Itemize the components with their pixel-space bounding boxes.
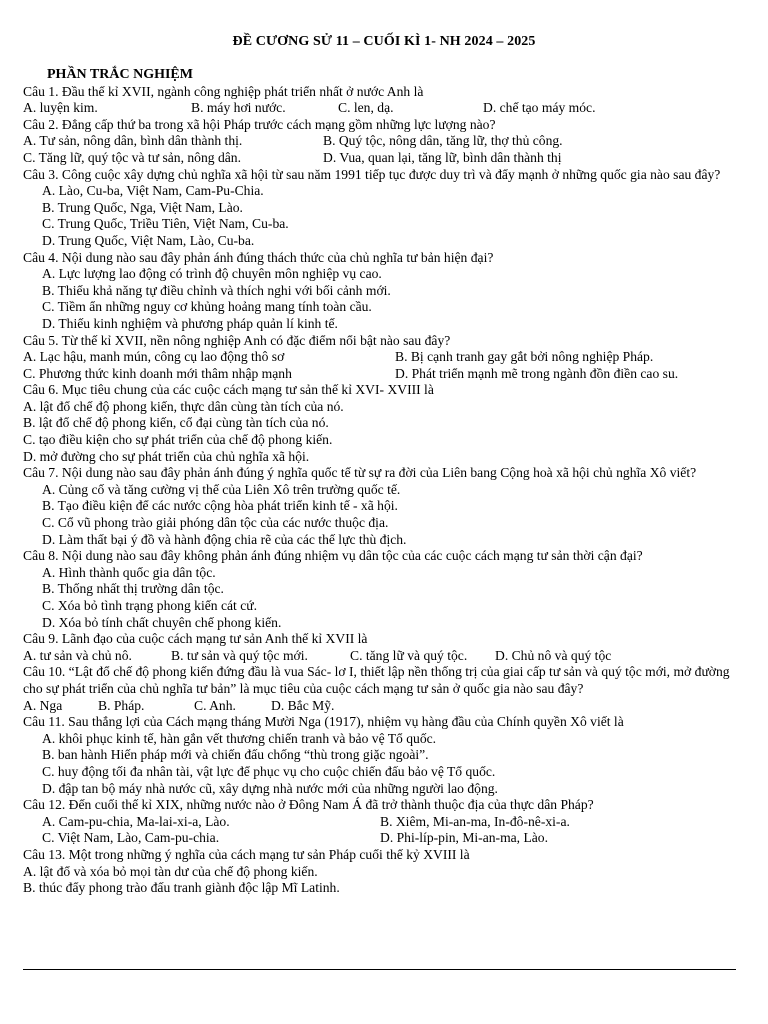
page-title: ĐỀ CƯƠNG SỬ 11 – CUỐI KÌ 1- NH 2024 – 2025 [232, 34, 536, 49]
question-5-options-row-2 [23, 366, 748, 383]
question-2-stem: Câu 2. Đẳng cấp thứ ba trong xã hội Pháp trước cách mạng gồm những lực lượng nào? [23, 116, 496, 132]
question-3-option-c: C. Trung Quốc, Triều Tiên, Việt Nam, Cu-ba. [42, 216, 289, 232]
question-3-stem: Câu 3. Công cuộc xây dựng chủ nghĩa xã hội từ sau năm 1991 tiếp tục được duy trì và đẩy mạnh ở những quốc gia nào sau đây? [23, 166, 721, 182]
section-heading: PHẦN TRẮC NGHIỆM [47, 67, 193, 82]
question-4-option-d: D. Thiếu kinh nghiệm và phương pháp quản lí kinh tế. [42, 315, 338, 331]
question-11-option-b: B. ban hành Hiến pháp mới và chiến đấu chống “thù trong giặc ngoài”. [42, 747, 429, 763]
question-3-option-d: D. Trung Quốc, Việt Nam, Lào, Cu-ba. [42, 232, 255, 248]
question-6-option-b: B. lật đổ chế độ phong kiến, cổ đại cùng tàn tích của nó. [23, 415, 329, 431]
question-3-option-a: A. Lào, Cu-ba, Việt Nam, Cam-Pu-Chia. [42, 183, 264, 199]
question-12-option-d: D. Phi-líp-pin, Mi-an-ma, Lào. [380, 830, 549, 846]
question-9-stem: Câu 9. Lãnh đạo của cuộc cách mạng tư sản Anh thế kỉ XVII là [23, 631, 368, 647]
question-7-option-c: C. Cổ vũ phong trào giải phóng dân tộc của các nước thuộc địa. [42, 515, 389, 531]
question-3-option-b: B. Trung Quốc, Nga, Việt Nam, Lào. [42, 199, 243, 215]
question-9-option-a: A. tư sản và chủ nô. [23, 647, 132, 663]
question-8-option-d: D. Xóa bỏ tính chất chuyên chế phong kiến. [42, 614, 282, 630]
question-11-option-c: C. huy động tối đa nhân tài, vật lực để phục vụ cho cuộc chiến đấu bảo vệ Tổ quốc. [42, 763, 496, 779]
question-8-stem: Câu 8. Nội dung nào sau đây không phản ánh đúng nhiệm vụ dân tộc của các cuộc cách mạng tư sản thời cận đại? [23, 548, 643, 564]
question-5-option-d: D. Phát triển mạnh mẽ trong ngành đồn điền cao su. [395, 365, 679, 381]
question-13-option-b: B. thúc đẩy phong trào đấu tranh giành độc lập Mĩ Latinh. [23, 880, 340, 896]
question-1-stem: Câu 1. Đầu thế kỉ XVII, ngành công nghiệp phát triển nhất ở nước Anh là [23, 83, 424, 99]
question-10-option-d: D. Bắc Mỹ. [271, 697, 335, 713]
question-8-option-a: A. Hình thành quốc gia dân tộc. [42, 564, 216, 580]
question-11-option-a: A. khôi phục kinh tế, hàn gắn vết thương chiến tranh và bảo vệ Tổ quốc. [42, 730, 437, 746]
question-2-options-row-2 [23, 150, 748, 167]
question-6-option-a: A. lật đổ chế độ phong kiến, thực dân cùng tàn tích của nó. [23, 398, 344, 414]
question-5-option-b: B. Bị cạnh tranh gay gắt bởi nông nghiệp Pháp. [395, 349, 654, 365]
question-2-option-d: D. Vua, quan lại, tăng lữ, bình dân thành thị [323, 149, 562, 165]
question-10-stem: Câu 10. “Lật đổ chế độ phong kiến đứng đầu là vua Sác- lơ I, thiết lập nền thống trị của giai cấp tư sản và quý tộc mới, mở đường cho sự phát triển của chủ nghĩa tư bản” là mục tiêu của cuộc cách mạng tư sản ở quốc gia nào sau đây? [23, 664, 730, 696]
question-4-stem: Câu 4. Nội dung nào sau đây phản ánh đúng thách thức của chủ nghĩa tư bản hiện đại? [23, 249, 494, 265]
question-10-option-b: B. Pháp. [98, 697, 145, 713]
question-2-options-row-1 [23, 133, 748, 150]
question-12-options-row-1 [23, 814, 748, 831]
question-10-option-a: A. Nga [23, 697, 63, 713]
question-4-option-a: A. Lực lượng lao động có trình độ chuyên môn nghiệp vụ cao. [42, 266, 382, 282]
question-9-options [23, 648, 748, 665]
question-1-option-a: A. luyện kim. [23, 100, 98, 116]
question-1-option-b: B. máy hơi nước. [191, 100, 286, 116]
question-8-option-c: C. Xóa bỏ tình trạng phong kiến cát cứ. [42, 598, 258, 613]
question-4-option-c: C. Tiềm ẩn những nguy cơ khủng hoảng mang tính toàn cầu. [42, 299, 372, 315]
question-5-stem: Câu 5. Từ thế kỉ XVII, nền nông nghiệp Anh có đặc điểm nổi bật nào sau đây? [23, 332, 451, 348]
question-9-option-b: B. tư sản và quý tộc mới. [171, 647, 308, 663]
question-9-option-d: D. Chủ nô và quý tộc [495, 647, 612, 663]
question-1-option-c: C. len, dạ. [338, 100, 394, 116]
question-12-option-b: B. Xiêm, Mi-an-ma, In-đô-nê-xi-a. [380, 813, 570, 829]
question-7-stem: Câu 7. Nội dung nào sau đây phản ánh đúng ý nghĩa quốc tế từ sự ra đời của Liên bang Cộng hoà xã hội chủ nghĩa Xô viết? [23, 465, 697, 481]
quiz-content [23, 67, 748, 897]
question-12-option-c: C. Việt Nam, Lào, Cam-pu-chia. [42, 830, 220, 846]
question-5-option-c: C. Phương thức kinh doanh mới thâm nhập mạnh [23, 365, 292, 381]
question-6-stem: Câu 6. Mục tiêu chung của các cuộc cách mạng tư sản thế kỉ XVI- XVIII là [23, 382, 434, 398]
footer-divider [23, 969, 736, 970]
question-11-option-d: D. đập tan bộ máy nhà nước cũ, xây dựng nhà nước mới của những người lao động. [42, 780, 498, 796]
question-5-option-a: A. Lạc hậu, manh mún, công cụ lao động thô sơ [23, 349, 285, 365]
question-7-option-a: A. Củng cố và tăng cường vị thế của Liên Xô trên trường quốc tế. [42, 481, 401, 497]
question-13-option-a: A. lật đổ và xóa bỏ mọi tàn dư của chế độ phong kiến. [23, 863, 318, 879]
question-7-option-b: B. Tạo điều kiện để các nước cộng hòa phát triển kinh tế - xã hội. [42, 498, 398, 514]
question-6-option-d: D. mở đường cho sự phát triển của chủ nghĩa xã hội. [23, 448, 310, 464]
question-1-options [23, 100, 748, 117]
question-4-option-b: B. Thiếu khả năng tự điều chỉnh và thích nghi với bối cảnh mới. [42, 282, 391, 298]
question-5-options-row-1 [23, 349, 748, 366]
question-2-option-b: B. Quý tộc, nông dân, tăng lữ, thợ thủ công. [323, 133, 563, 149]
question-11-stem: Câu 11. Sau thắng lợi của Cách mạng tháng Mười Nga (1917), nhiệm vụ hàng đầu của Chính quyền Xô viết là [23, 714, 624, 730]
question-12-options-row-2 [23, 830, 748, 847]
question-12-option-a: A. Cam-pu-chia, Ma-lai-xi-a, Lào. [42, 813, 230, 829]
question-10-options [23, 698, 748, 715]
question-12-stem: Câu 12. Đến cuối thế kỉ XIX, những nước nào ở Đông Nam Á đã trở thành thuộc địa của thực dân Pháp? [23, 797, 594, 813]
question-1-option-d: D. chế tạo máy móc. [483, 100, 596, 116]
question-6-option-c: C. tạo điều kiện cho sự phát triển của chế độ phong kiến. [23, 432, 333, 448]
question-13-stem: Câu 13. Một trong những ý nghĩa của cách mạng tư sản Pháp cuối thế kỷ XVIII là [23, 846, 470, 862]
question-10-option-c: C. Anh. [194, 697, 236, 713]
question-8-option-b: B. Thống nhất thị trường dân tộc. [42, 581, 224, 597]
question-9-option-c: C. tăng lữ và quý tộc. [350, 647, 468, 663]
question-7-option-d: D. Làm thất bại ý đồ và hành động chia rẽ của các thế lực thù địch. [42, 531, 407, 547]
question-2-option-c: C. Tăng lữ, quý tộc và tư sản, nông dân. [23, 149, 241, 165]
question-2-option-a: A. Tư sản, nông dân, bình dân thành thị. [23, 133, 243, 149]
